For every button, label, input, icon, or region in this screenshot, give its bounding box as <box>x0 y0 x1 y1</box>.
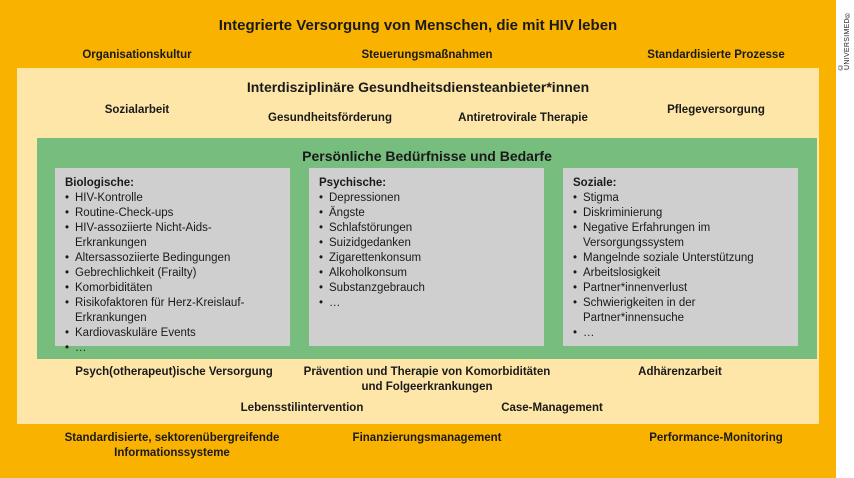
label-antiretrovirale-therapie: Antiretrovirale Therapie <box>458 112 588 124</box>
inner-layer <box>37 138 817 359</box>
label-case-management: Case-Management <box>501 402 603 414</box>
list-item: • Suizidgedanken <box>319 236 536 251</box>
card-heading: Psychische: <box>319 177 387 189</box>
label-performance-monitoring: Performance-Monitoring <box>649 432 783 444</box>
label-psychotherapeutische-versorgung: Psych(otherapeut)ische Versorgung <box>75 366 273 378</box>
list-item: • Substanzgebrauch <box>319 281 536 296</box>
list-item: • Gebrechlichkeit (Frailty) <box>65 266 282 281</box>
copyright-text: © UNIVERSIMED® <box>837 10 851 70</box>
label-finanzierungsmanagement: Finanzierungsmanagement <box>352 432 502 444</box>
list-item: • Risikofaktoren für Herz-Kreislauf-Erkrankungen <box>65 296 282 326</box>
list-item: • Negative Erfahrungen im Versorgungssystem <box>573 221 790 251</box>
label-lebensstilintervention: Lebensstilintervention <box>240 402 364 414</box>
list-item: • Diskriminierung <box>573 206 790 221</box>
label-standardisierte-prozesse: Standardisierte Prozesse <box>647 49 785 61</box>
card-list <box>573 191 790 341</box>
list-item: • Zigarettenkonsum <box>319 251 536 266</box>
list-item: • … <box>319 296 536 311</box>
inner-title: Persönliche Bedürfnisse und Bedarfe <box>302 148 552 164</box>
label-steuerungsmassnahmen: Steuerungsmaßnahmen <box>361 49 493 61</box>
list-item: • Altersassoziierte Bedingungen <box>65 251 282 266</box>
label-adhaerenzarbeit: Adhärenzarbeit <box>638 366 722 378</box>
list-item: • Komorbiditäten <box>65 281 282 296</box>
middle-title: Interdisziplinäre Gesundheitsdiensteanbieter*innen <box>246 79 590 95</box>
list-item: • Schwierigkeiten in der Partner*innensuche <box>573 296 790 326</box>
card-heading: Soziale: <box>573 177 617 189</box>
label-informationssysteme-line1: Standardisierte, sektorenübergreifende <box>64 432 280 444</box>
middle-layer <box>17 68 819 424</box>
list-item: • HIV-assoziierte Nicht-Aids-Erkrankungen <box>65 221 282 251</box>
label-organisationskultur: Organisationskultur <box>82 49 192 61</box>
label-praevention-line2: und Folgeerkrankungen <box>361 381 493 393</box>
label-sozialarbeit: Sozialarbeit <box>104 104 170 116</box>
list-item: • … <box>65 341 282 356</box>
card-list <box>319 191 536 311</box>
label-pflegeversorgung: Pflegeversorgung <box>667 104 765 116</box>
list-item: • Partner*innenverlust <box>573 281 790 296</box>
list-item: • Ängste <box>319 206 536 221</box>
card-heading: Biologische: <box>65 177 135 189</box>
list-item: • Depressionen <box>319 191 536 206</box>
list-item: • Mangelnde soziale Unterstützung <box>573 251 790 266</box>
label-gesundheitsfoerderung: Gesundheitsförderung <box>268 112 392 124</box>
list-item: • Arbeitslosigkeit <box>573 266 790 281</box>
list-item: • HIV-Kontrolle <box>65 191 282 206</box>
card-biologische <box>55 168 290 354</box>
card-psychische <box>309 168 544 346</box>
list-item: • … <box>573 326 790 341</box>
outer-title: Integrierte Versorgung von Menschen, die mit HIV leben <box>218 17 618 34</box>
list-item: • Kardiovaskuläre Events <box>65 326 282 341</box>
list-item: • Schlafstörungen <box>319 221 536 236</box>
label-informationssysteme-line2: Informationssysteme <box>114 447 230 459</box>
list-item: • Routine-Check-ups <box>65 206 282 221</box>
label-praevention-line1: Prävention und Therapie von Komorbiditäten <box>303 366 551 378</box>
list-item: • Stigma <box>573 191 790 206</box>
card-list <box>65 191 282 356</box>
card-soziale <box>563 168 798 346</box>
list-item: • Alkoholkonsum <box>319 266 536 281</box>
